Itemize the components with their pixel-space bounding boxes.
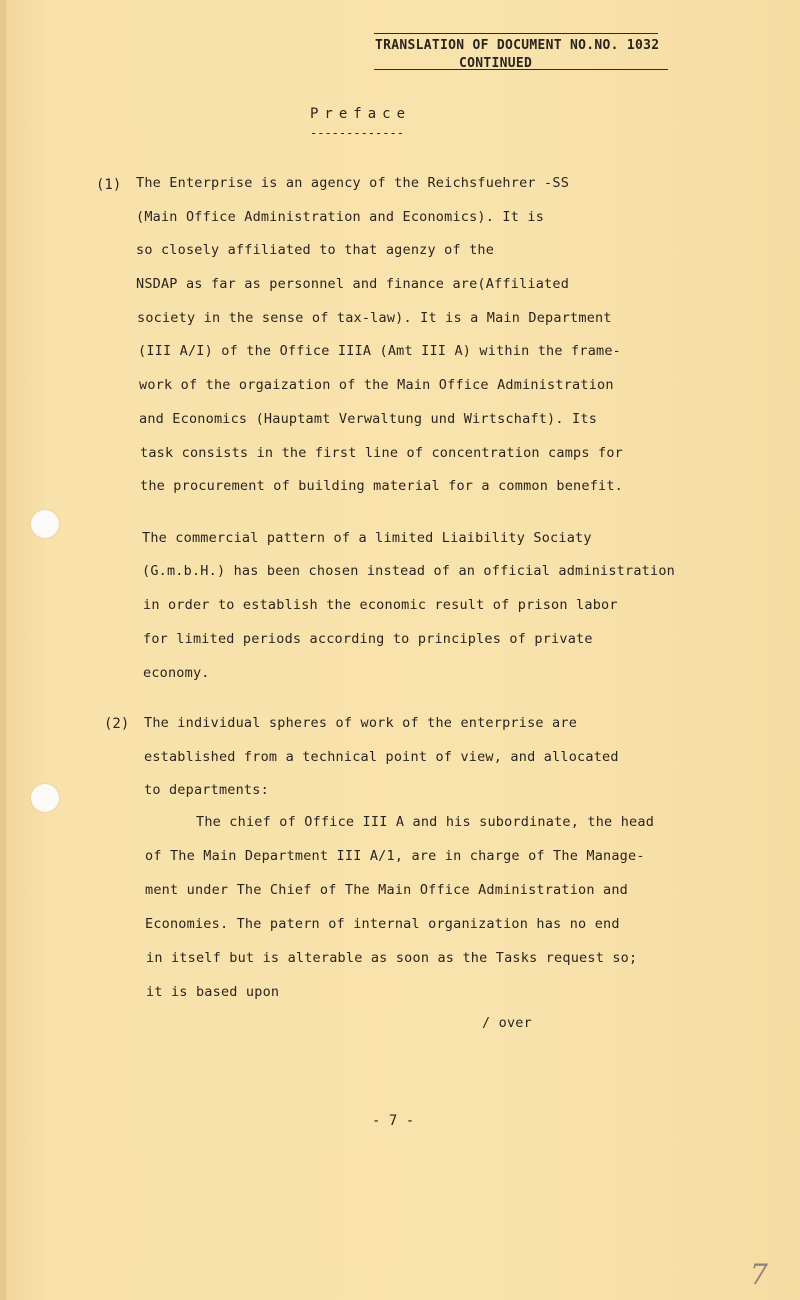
text-line: of The Main Department III A/1, are in charge of The Manage- bbox=[145, 848, 645, 864]
document-header: TRANSLATION OF DOCUMENT NO.NO. 1032 bbox=[375, 38, 660, 53]
header-bottom-rule bbox=[374, 69, 668, 70]
title-underline: ------------- bbox=[310, 126, 404, 140]
text-line: The commercial pattern of a limited Liaibility Sociaty bbox=[142, 530, 592, 546]
page-title: Preface bbox=[310, 106, 412, 122]
header-top-rule bbox=[374, 33, 658, 34]
text-line: to departments: bbox=[144, 782, 269, 798]
text-line: (III A/I) of the Office IIIA (Amt III A) within the frame- bbox=[138, 343, 622, 359]
text-line: it is based upon bbox=[146, 984, 280, 1000]
text-line: for limited periods according to principles of private bbox=[143, 631, 593, 647]
handwritten-page-number: 7 bbox=[750, 1258, 768, 1291]
page-number: - 7 - bbox=[372, 1113, 415, 1129]
continued-label: CONTINUED bbox=[459, 56, 533, 71]
section-number: (2) bbox=[104, 716, 130, 732]
text-line: so closely affiliated to that agenzy of the bbox=[136, 242, 495, 258]
text-line: ment under The Chief of The Main Office Administration and bbox=[145, 882, 629, 898]
text-line: The chief of Office III A and his subordinate, the head bbox=[196, 814, 655, 830]
text-line: Economies. The patern of internal organization has no end bbox=[145, 916, 620, 932]
text-line: (G.m.b.H.) has been chosen instead of an official administration bbox=[142, 563, 675, 579]
punch-hole bbox=[31, 784, 59, 812]
text-line: The Enterprise is an agency of the Reichsfuehrer -SS bbox=[136, 175, 570, 191]
text-line: in itself but is alterable as soon as the Tasks request so; bbox=[146, 950, 638, 966]
text-line: and Economics (Hauptamt Verwaltung und Wirtschaft). Its bbox=[139, 411, 598, 427]
text-line: economy. bbox=[143, 665, 210, 681]
text-line: established from a technical point of view, and allocated bbox=[144, 749, 619, 765]
text-line: in order to establish the economic result of prison labor bbox=[143, 597, 618, 613]
text-line: task consists in the first line of concentration camps for bbox=[140, 445, 624, 461]
text-line: NSDAP as far as personnel and finance are(Affiliated bbox=[136, 276, 570, 292]
over-note: / over bbox=[482, 1015, 532, 1031]
text-line: the procurement of building material for a common benefit. bbox=[140, 478, 624, 494]
page-edge bbox=[0, 0, 6, 1300]
section-number: (1) bbox=[96, 177, 122, 193]
punch-hole bbox=[31, 510, 59, 538]
text-line: work of the orgaization of the Main Office Administration bbox=[139, 377, 614, 393]
text-line: (Main Office Administration and Economics). It is bbox=[136, 209, 545, 225]
text-line: The individual spheres of work of the enterprise are bbox=[144, 715, 578, 731]
text-line: society in the sense of tax-law). It is a Main Department bbox=[137, 310, 612, 326]
